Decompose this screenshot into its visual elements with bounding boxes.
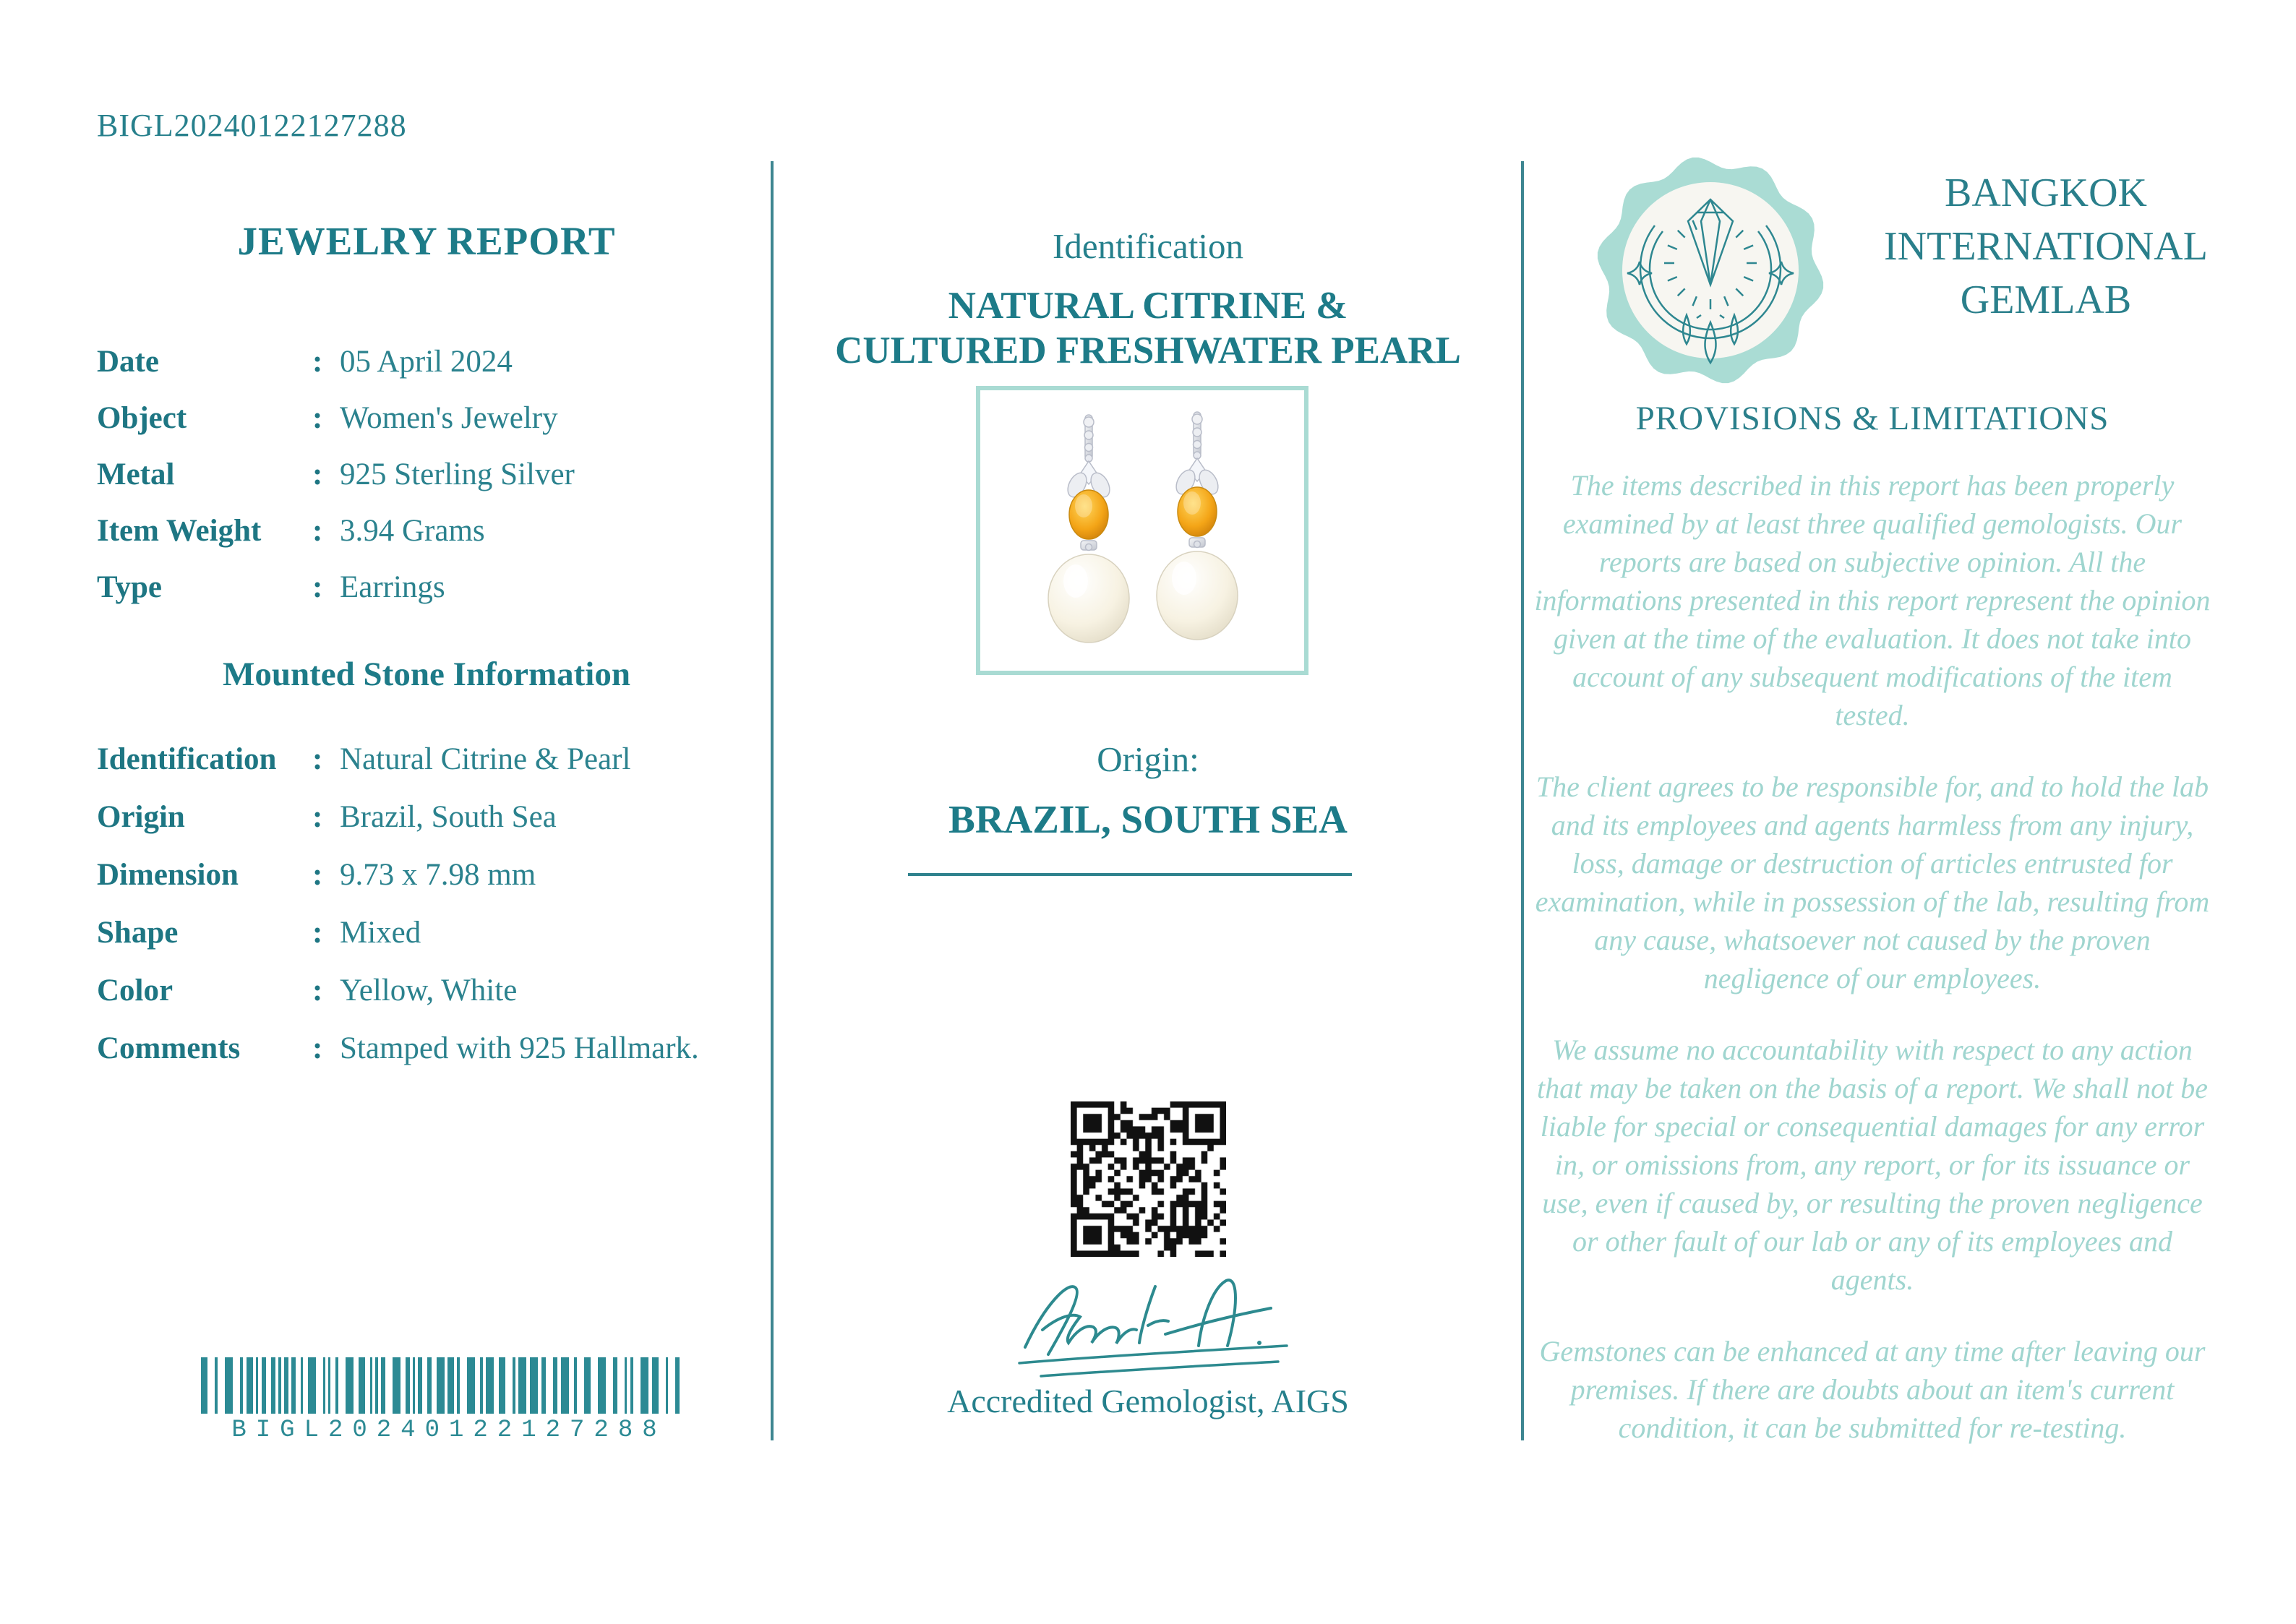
qr-code-icon bbox=[1071, 1101, 1226, 1257]
gem-pendant-seal-logo-icon bbox=[1595, 155, 1826, 386]
detail-row bbox=[97, 743, 776, 776]
provisions-paragraph: We assume no accountability with respect to any action that may be taken on the basis of a report. We shall not be liable for special or consequential damages for any error in, or omissions from, any report, or for its issuance or use, even if caused by, or resulting the proven negligence or other fault of our lab or any of its employees and agents. bbox=[1536, 1034, 2209, 1296]
detail-colon bbox=[312, 458, 340, 491]
report-title: JEWELRY REPORT bbox=[237, 219, 616, 263]
origin-value: BRAZIL, SOUTH SEA bbox=[948, 797, 1348, 841]
detail-value: Stamped with 925 Hallmark. bbox=[340, 1031, 699, 1065]
detail-value: 9.73 x 7.98 mm bbox=[340, 858, 536, 892]
detail-row bbox=[97, 458, 762, 491]
origin-underline bbox=[908, 873, 1352, 876]
identification-result-line2: CULTURED FRESHWATER PEARL bbox=[835, 330, 1461, 371]
detail-colon bbox=[312, 1032, 340, 1065]
barcode-icon bbox=[201, 1357, 697, 1414]
detail-label: Identification bbox=[97, 742, 277, 776]
identification-result bbox=[794, 283, 1502, 373]
detail-colon bbox=[312, 859, 340, 891]
detail-value: Yellow, White bbox=[340, 974, 518, 1008]
detail-label: Origin bbox=[97, 800, 185, 834]
report-details-table bbox=[97, 345, 762, 627]
provisions-paragraph: Gemstones can be enhanced at any time after leaving our premises. If there are doubts about an item's current condition, it can be submitted for re-testing. bbox=[1539, 1335, 2206, 1444]
detail-label: Object bbox=[97, 401, 187, 435]
detail-colon bbox=[312, 801, 340, 833]
signature-icon bbox=[961, 1266, 1337, 1395]
detail-row bbox=[97, 402, 762, 434]
provisions-title: PROVISIONS & LIMITATIONS bbox=[1635, 400, 2109, 437]
detail-colon bbox=[312, 515, 340, 547]
provisions-paragraphs bbox=[1533, 466, 2212, 1480]
detail-colon bbox=[312, 916, 340, 949]
lab-name-line3: GEMLAB bbox=[1960, 278, 2132, 322]
report-number: BIGL20240122127288 bbox=[97, 108, 407, 143]
lab-name bbox=[1822, 166, 2270, 327]
detail-label: Item Weight bbox=[97, 514, 262, 548]
detail-value: Women's Jewelry bbox=[340, 401, 558, 435]
detail-label: Shape bbox=[97, 916, 179, 950]
detail-row bbox=[97, 859, 776, 891]
barcode-text: BIGL20240122127288 bbox=[231, 1417, 667, 1444]
detail-label: Dimension bbox=[97, 858, 239, 892]
detail-value: Natural Citrine & Pearl bbox=[340, 742, 631, 776]
provisions-paragraph: The client agrees to be responsible for, and to hold the lab and its employees and agents harmless from any injury, loss, damage or destruction of articles entrusted for examination, while in possession of the lab, resulting from any cause, whatsoever not caused by the proven negligence of our employees. bbox=[1535, 770, 2210, 994]
detail-value: 3.94 Grams bbox=[340, 514, 485, 548]
detail-row bbox=[97, 345, 762, 378]
detail-label: Comments bbox=[97, 1031, 241, 1065]
detail-value: Mixed bbox=[340, 916, 421, 950]
detail-colon bbox=[312, 345, 340, 378]
identification-heading: Identification bbox=[1053, 226, 1243, 266]
detail-row bbox=[97, 1032, 776, 1065]
detail-colon bbox=[312, 974, 340, 1007]
detail-row bbox=[97, 974, 776, 1007]
detail-label: Date bbox=[97, 345, 159, 379]
lab-name-line1: BANGKOK bbox=[1945, 171, 2147, 215]
detail-colon bbox=[312, 571, 340, 603]
gemologist-title: Accredited Gemologist, AIGS bbox=[947, 1383, 1349, 1419]
detail-colon bbox=[312, 402, 340, 434]
detail-row bbox=[97, 801, 776, 833]
detail-row bbox=[97, 515, 762, 547]
column-divider bbox=[1521, 161, 1524, 1440]
jewelry-photo-frame bbox=[976, 386, 1308, 675]
detail-row bbox=[97, 916, 776, 949]
barcode bbox=[201, 1357, 697, 1444]
detail-label: Metal bbox=[97, 457, 175, 491]
provisions-paragraph: The items described in this report has been properly examined by at least three qualified gemologists. Our reports are based on subjective opinion. All the informations presented in this report represent the opinion given at the time of the evaluation. It does not take into account of any subsequent modifications of the item tested. bbox=[1534, 469, 2211, 731]
detail-colon bbox=[312, 743, 340, 776]
identification-result-line1: NATURAL CITRINE & bbox=[948, 285, 1348, 327]
detail-value: Brazil, South Sea bbox=[340, 800, 557, 834]
detail-row bbox=[97, 571, 762, 603]
stone-details-table bbox=[97, 743, 776, 1090]
detail-value: 05 April 2024 bbox=[340, 345, 513, 379]
detail-label: Type bbox=[97, 570, 162, 604]
origin-label: Origin: bbox=[1097, 739, 1199, 779]
lab-name-line2: INTERNATIONAL bbox=[1884, 224, 2208, 269]
citrine-pearl-earrings-photo bbox=[980, 390, 1304, 671]
stone-section-title: Mounted Stone Information bbox=[222, 656, 631, 693]
detail-label: Color bbox=[97, 974, 174, 1008]
detail-value: Earrings bbox=[340, 570, 445, 604]
detail-value: 925 Sterling Silver bbox=[340, 457, 575, 491]
